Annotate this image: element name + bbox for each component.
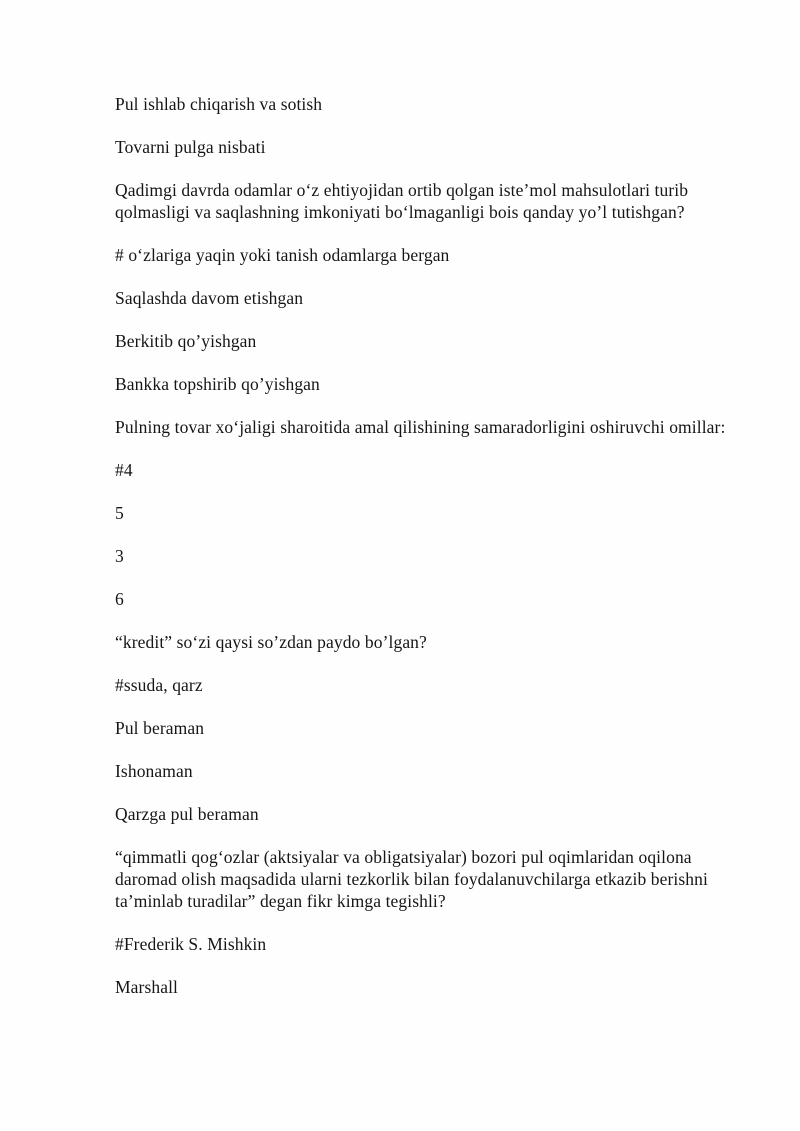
paragraph-answer: #4 <box>115 460 133 480</box>
paragraph-question-option: 5 <box>115 503 124 523</box>
paragraph-question-option: 6 <box>115 589 124 609</box>
paragraph-question-option: Pul beraman <box>115 718 205 738</box>
paragraph-question-option: Pul ishlab chiqarish va sotish <box>115 94 323 114</box>
document-content <box>115 93 727 1019</box>
paragraph-answer: #ssuda, qarz <box>115 675 203 695</box>
paragraph-question-option: Tovarni pulga nisbati <box>115 137 266 157</box>
paragraph-answer: # oʻzlariga yaqin yoki tanish odamlarga bergan <box>115 245 450 265</box>
paragraph-question-option: 3 <box>115 546 124 566</box>
paragraph-question-option: Bankka topshirib qo’yishgan <box>115 374 320 394</box>
paragraph-question-option: Marshall <box>115 977 179 997</box>
paragraph-question: “qimmatli qogʻozlar (aktsiyalar va obligatsiyalar) bozori pul oqimlaridan oqilona daromad olish maqsadida ularni tezkorlik bilan foydalanuvchilarga etkazib berishni ta’minlab turadilar” degan fikr kimga tegishli? <box>115 847 708 911</box>
paragraph-question-option: Qarzga pul beraman <box>115 804 259 824</box>
paragraph-question-option: Berkitib qo’yishgan <box>115 331 257 351</box>
paragraph-question-option: Ishonaman <box>115 761 193 781</box>
paragraph-answer: #Frederik S. Mishkin <box>115 934 267 954</box>
paragraph-question: Pulning tovar xoʻjaligi sharoitida amal qilishining samaradorligini oshiruvchi omillar: <box>115 417 726 437</box>
paragraph-question: “kredit” soʻzi qaysi so’zdan paydo bo’lgan? <box>115 632 427 652</box>
paragraph-question-option: Saqlashda davom etishgan <box>115 288 304 308</box>
paragraph-question: Qadimgi davrda odamlar oʻz ehtiyojidan ortib qolgan iste’mol mahsulotlari turib qolmasligi va saqlashning imkoniyati boʻlmaganligi bois qanday yo’l tutishgan? <box>115 180 689 222</box>
